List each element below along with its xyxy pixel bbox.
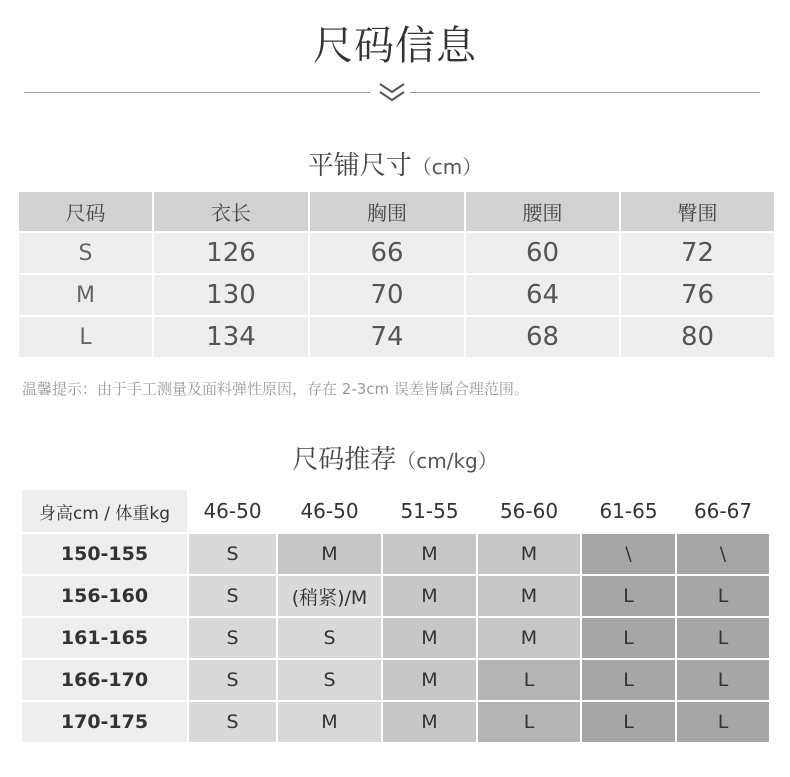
recommended-size-cell: L [477, 701, 581, 743]
recommended-size-cell: S [188, 659, 277, 701]
size-recommend-unit: （cm/kg） [396, 449, 498, 473]
col-header-chest: 胸围 [309, 191, 465, 232]
size-recommend-title: 尺码推荐 [292, 445, 397, 475]
recommended-size-cell: M [382, 659, 477, 701]
recommended-size-cell: L [581, 617, 676, 659]
hip-cell: 76 [620, 274, 775, 316]
recommended-size-cell: M [277, 533, 382, 575]
flat-size-title: 平铺尺寸 [307, 151, 412, 181]
height-cell: 156-160 [21, 575, 188, 617]
chest-cell: 66 [309, 232, 465, 274]
waist-cell: 68 [465, 316, 620, 358]
weight-header: 51-55 [382, 489, 477, 533]
divider-right [410, 92, 760, 93]
waist-cell: 64 [465, 274, 620, 316]
table-row [21, 701, 770, 743]
recommended-size-cell: M [382, 575, 477, 617]
table-row [18, 274, 775, 316]
chest-cell: 70 [309, 274, 465, 316]
double-chevron-down-icon [377, 81, 407, 105]
recommended-size-cell: S [277, 659, 382, 701]
weight-header: 61-65 [581, 489, 676, 533]
height-cell: 150-155 [21, 533, 188, 575]
flat-size-unit: （cm） [411, 155, 483, 179]
size-cell: M [18, 274, 153, 316]
col-header-size: 尺码 [18, 191, 153, 232]
table-row [21, 617, 770, 659]
recommended-size-cell: L [581, 659, 676, 701]
recommended-size-cell: S [188, 575, 277, 617]
length-cell: 130 [153, 274, 309, 316]
table-row [18, 232, 775, 274]
length-cell: 126 [153, 232, 309, 274]
table-header-row [18, 191, 775, 232]
size-cell: L [18, 316, 153, 358]
col-header-length: 衣长 [153, 191, 309, 232]
table-row [21, 659, 770, 701]
recommended-size-cell: M [477, 533, 581, 575]
recommended-size-cell: M [277, 701, 382, 743]
recommended-size-cell: S [277, 617, 382, 659]
size-recommend-table [20, 488, 771, 744]
recommended-size-cell: S [188, 617, 277, 659]
height-weight-label: 身高cm / 体重kg [21, 489, 188, 533]
measurement-note: 温馨提示：由于手工测量及面料弹性原因，存在 2-3cm 误差皆属合理范围。 [22, 380, 529, 398]
hip-cell: 72 [620, 232, 775, 274]
height-cell: 161-165 [21, 617, 188, 659]
flat-size-table [17, 190, 776, 359]
recommended-size-cell: M [477, 617, 581, 659]
recommended-size-cell: (稍紧)/M [277, 575, 382, 617]
recommended-size-cell: L [477, 659, 581, 701]
size-cell: S [18, 232, 153, 274]
weight-header: 46-50 [277, 489, 382, 533]
table-row [21, 575, 770, 617]
recommended-size-cell: M [382, 533, 477, 575]
recommended-size-cell: \ [581, 533, 676, 575]
recommended-size-cell: L [581, 575, 676, 617]
recommended-size-cell: \ [676, 533, 770, 575]
chest-cell: 74 [309, 316, 465, 358]
page-title: 尺码信息 [313, 23, 477, 69]
recommended-size-cell: M [382, 701, 477, 743]
length-cell: 134 [153, 316, 309, 358]
weight-header: 66-67 [676, 489, 770, 533]
table-row [21, 533, 770, 575]
weight-header: 56-60 [477, 489, 581, 533]
flat-size-heading [0, 145, 790, 182]
recommended-size-cell: L [581, 701, 676, 743]
hip-cell: 80 [620, 316, 775, 358]
recommended-size-cell: L [676, 617, 770, 659]
recommended-size-cell: S [188, 533, 277, 575]
col-header-hip: 臀围 [620, 191, 775, 232]
height-cell: 170-175 [21, 701, 188, 743]
table-header-row [21, 489, 770, 533]
recommended-size-cell: M [382, 617, 477, 659]
divider-left [24, 92, 370, 93]
recommended-size-cell: S [188, 701, 277, 743]
size-recommend-heading [0, 439, 790, 476]
table-row [18, 316, 775, 358]
recommended-size-cell: L [676, 659, 770, 701]
waist-cell: 60 [465, 232, 620, 274]
recommended-size-cell: L [676, 701, 770, 743]
height-cell: 166-170 [21, 659, 188, 701]
weight-header: 46-50 [188, 489, 277, 533]
recommended-size-cell: L [676, 575, 770, 617]
col-header-waist: 腰围 [465, 191, 620, 232]
recommended-size-cell: M [477, 575, 581, 617]
